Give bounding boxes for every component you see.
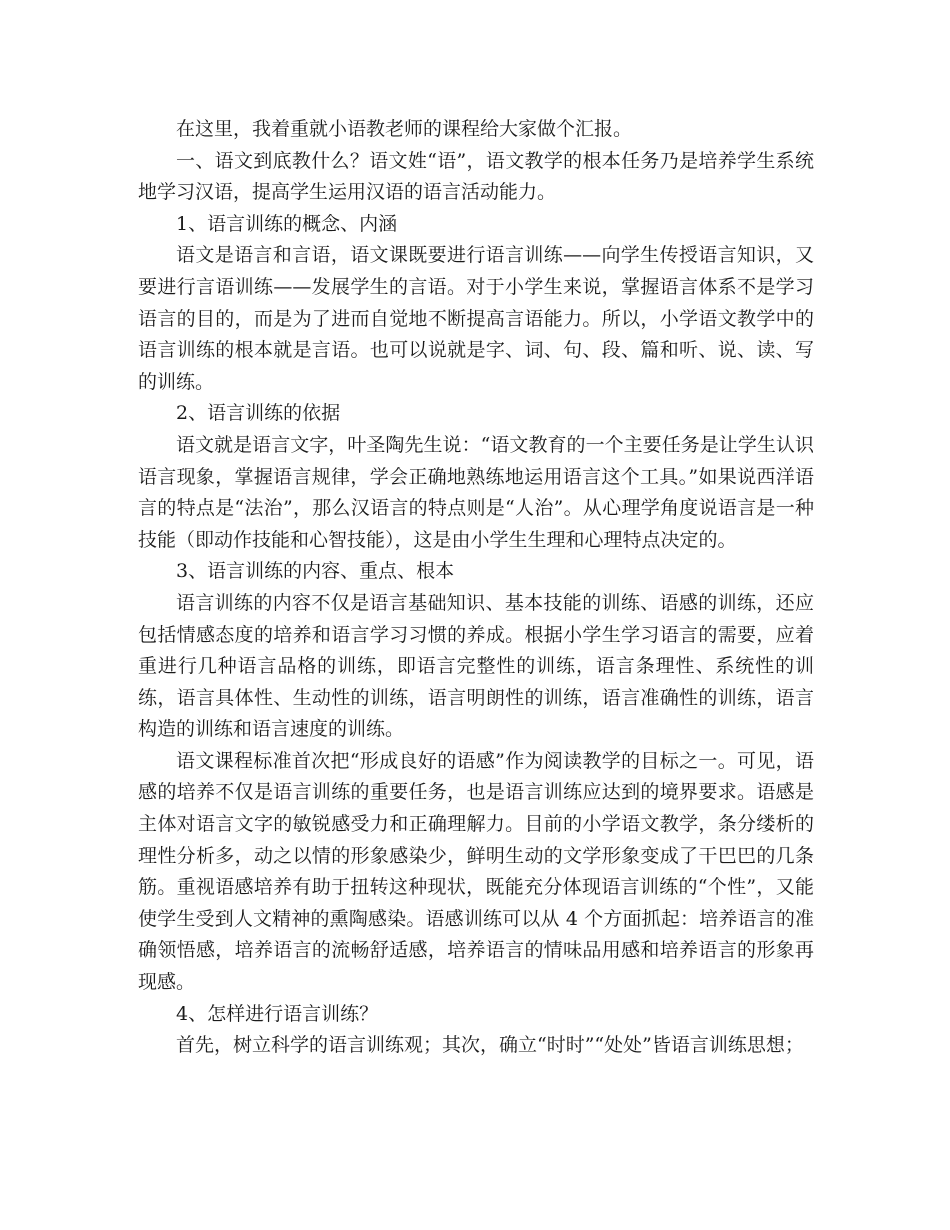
paragraph-basis: 语文就是语言文字，叶圣陶先生说：“语文教育的一个主要任务是让学生认识语言现象，掌握语言规律，学会正确地熟练地运用语言这个工具。”如果说西洋语言的特点是“法治”，那么汉语言的特点则是“人治”。从心理学角度说语言是一种技能（即动作技能和心智技能），这是由小学生生理和心理特点决定的。	[138, 433, 814, 551]
subheading-content: 3、语言训练的内容、重点、根本	[176, 560, 455, 583]
document-page	[138, 114, 814, 1062]
paragraph-concept: 语文是语言和言语，语文课既要进行语言训练——向学生传授语言知识，又要进行言语训练——发展学生的言语。对于小学生来说，掌握语言体系不是学习语言的目的，而是为了进而自觉地不断提高言语能力。所以，小学语文教学中的语言训练的根本就是言语。也可以说就是字、词、句、段、篇和听、说、读、写的训练。	[138, 244, 814, 393]
paragraph-content: 语言训练的内容不仅是语言基础知识、基本技能的训练、语感的训练，还应包括情感态度的培养和语言学习习惯的养成。根据小学生学习语言的需要，应着重进行几种语言品格的训练，即语言完整性的训练，语言条理性、系统性的训练，语言具体性、生动性的训练，语言明朗性的训练，语言准确性的训练，语言构造的训练和语言速度的训练。	[138, 591, 814, 741]
subheading-concept: 1、语言训练的概念、内涵	[176, 212, 398, 235]
section-heading-1: 一、语文到底教什么？语文姓“语”，语文教学的根本任务乃是培养学生系统地学习汉语，提高学生运用汉语的语言活动能力。	[138, 149, 814, 204]
subheading-how: 4、怎样进行语言训练？	[176, 1002, 379, 1025]
subheading-basis: 2、语言训练的依据	[176, 402, 341, 425]
paragraph-how: 首先，树立科学的语言训练观；其次，确立“时时”“处处”皆语言训练思想；	[176, 1034, 804, 1057]
paragraph-intro: 在这里，我着重就小语教老师的课程给大家做个汇报。	[176, 118, 633, 140]
paragraph-language-sense: 语文课程标准首次把“形成良好的语感”作为阅读教学的目标之一。可见，语感的培养不仅是语言训练的重要任务，也是语言训练应达到的境界要求。语感是主体对语言文字的敏锐感受力和正确理解力。目前的小学语文教学，条分缕析的理性分析多，动之以情的形象感染少，鲜明生动的文学形象变成了干巴巴的几条筋。重视语感培养有助于扭转这种现状，既能充分体现语言训练的“个性”，又能使学生受到人文精神的熏陶感染。语感训练可以从 4 个方面抓起：培养语言的准确领悟感，培养语言的流畅舒适感，培养语言的情味品用感和培养语言的形象再现感。	[138, 749, 814, 994]
